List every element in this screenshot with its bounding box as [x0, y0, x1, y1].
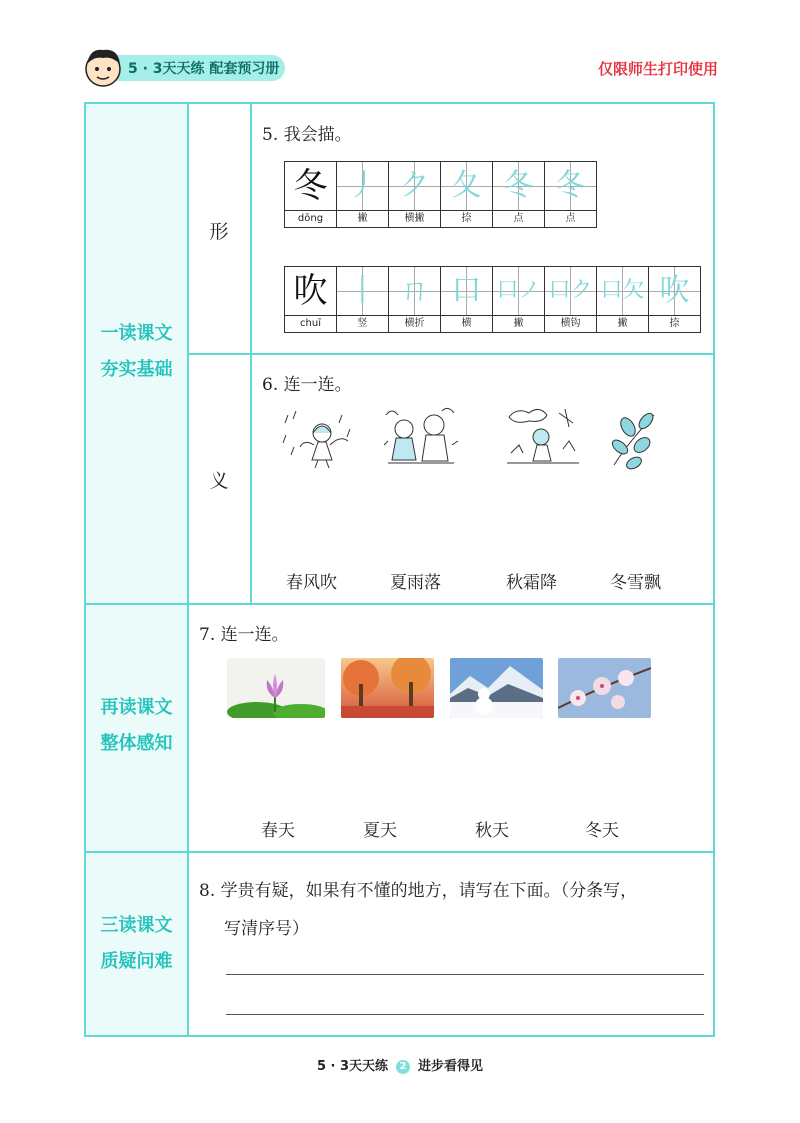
match-word: 夏雨落 — [390, 573, 441, 593]
cherry-blossom-photo — [558, 658, 651, 718]
grid-cell[interactable]: 口ノ 撇 — [493, 267, 545, 332]
answer-line[interactable] — [226, 974, 704, 975]
mascot-icon — [82, 44, 124, 90]
grid-cell[interactable]: ㄇ 横折 — [389, 267, 441, 332]
question-8-line2: 写清序号） — [224, 919, 309, 939]
grid-cell[interactable]: 丿 撇 — [337, 162, 389, 227]
winter-branch-illustration — [606, 405, 666, 470]
grid-cell[interactable]: 冬 点 — [493, 162, 545, 227]
match-word: 夏天 — [363, 821, 397, 841]
answer-line[interactable] — [226, 1014, 704, 1015]
snowman-photo — [450, 658, 543, 718]
autumn-frost-illustration — [503, 405, 583, 470]
footer-slogan: 进步看得见 — [418, 1059, 484, 1074]
grid-cell[interactable]: 冬 点 — [545, 162, 596, 227]
writing-grid-chui — [284, 266, 701, 333]
section-2-label: 再读课文 整体感知 — [100, 697, 173, 754]
grid-cell[interactable]: 口 横 — [441, 267, 493, 332]
match-word: 冬雪飘 — [610, 573, 661, 593]
grid-cell: 冬 dōng — [285, 162, 337, 227]
match-word: 冬天 — [585, 821, 619, 841]
grid-cell[interactable]: 口欠 撇 — [597, 267, 649, 332]
header-title: 5 · 3天天练 配套预习册 — [128, 61, 280, 77]
question-5-title: 5. 我会描。 — [262, 125, 352, 145]
autumn-trees-photo — [341, 658, 434, 718]
match-word: 秋天 — [475, 821, 509, 841]
match-word: 秋霜降 — [506, 573, 557, 593]
question-6-title: 6. 连一连。 — [262, 375, 352, 395]
question-8-line1: 8. 学贵有疑，如果有不懂的地方，请写在下面。（分条写， — [199, 881, 638, 901]
grid-cell[interactable]: 口ク 横钩 — [545, 267, 597, 332]
print-notice: 仅限师生打印使用 — [597, 60, 718, 78]
section-1-label: 一读课文 夯实基础 — [100, 323, 173, 380]
section-divider — [86, 603, 713, 605]
question-7-title: 7. 连一连。 — [199, 625, 289, 645]
grid-cell[interactable]: 夂 捺 — [441, 162, 493, 227]
match-word: 春天 — [261, 821, 295, 841]
footer — [0, 1055, 800, 1074]
grid-cell[interactable]: 吹 捺 — [649, 267, 700, 332]
lotus-photo — [227, 658, 325, 718]
section-3-label: 三读课文 质疑问难 — [100, 915, 173, 972]
match-word: 春风吹 — [286, 573, 337, 593]
grid-cell[interactable]: 丨 竖 — [337, 267, 389, 332]
writing-grid-dong — [284, 161, 597, 228]
footer-brand: 5 · 3天天练 — [316, 1059, 389, 1074]
row-divider — [187, 353, 713, 355]
grid-cell[interactable]: ク 横撇 — [389, 162, 441, 227]
form-label: 形 — [209, 221, 229, 243]
grid-cell: 吹 chuī — [285, 267, 337, 332]
page-number: 2 — [396, 1060, 410, 1074]
spring-wind-illustration — [280, 405, 360, 470]
summer-rain-illustration — [382, 405, 462, 470]
meaning-label: 义 — [209, 470, 229, 492]
section-divider — [86, 851, 713, 853]
